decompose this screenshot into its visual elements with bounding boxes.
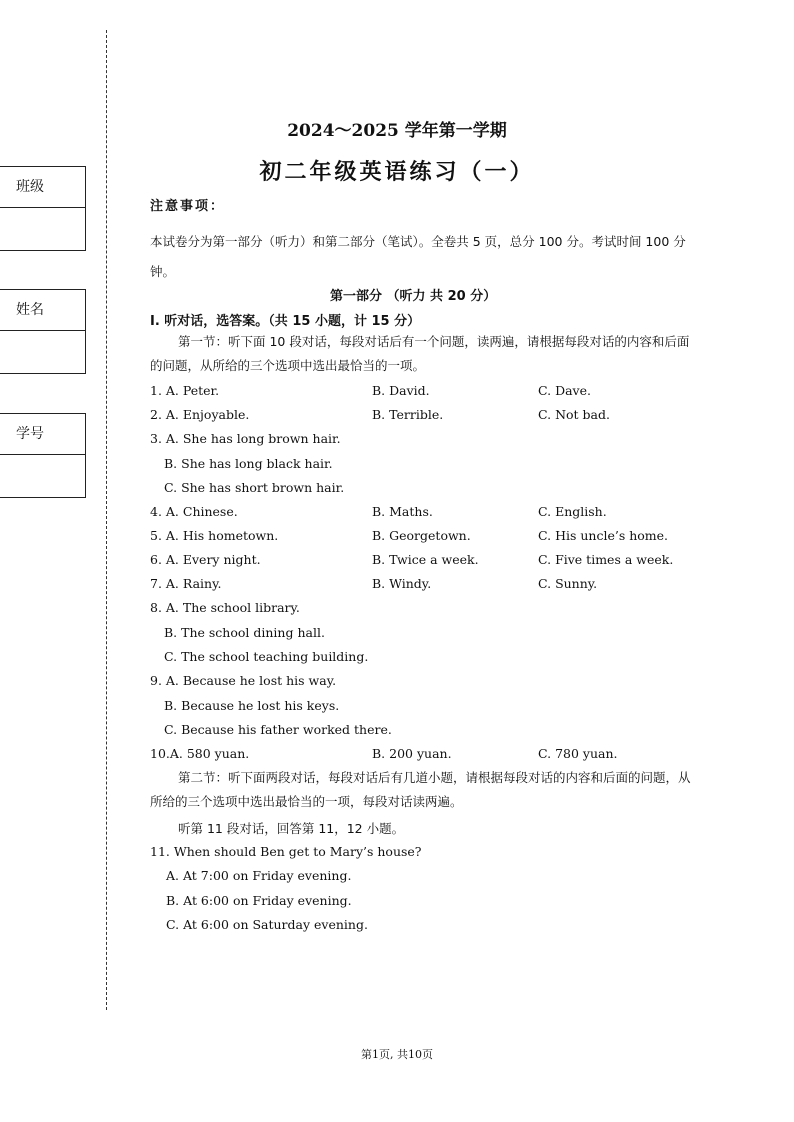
q1-option-c: C. Dave. <box>538 383 591 398</box>
q1-option-a: 1. A. Peter. <box>150 383 220 398</box>
q7-option-b: B. Windy. <box>372 576 432 591</box>
q6-option-c: C. Five times a week. <box>538 552 674 567</box>
q8-option-b: B. The school dining hall. <box>164 625 325 640</box>
q9-option-b: B. Because he lost his keys. <box>164 698 340 713</box>
student-id-field-label: 学号 <box>0 414 85 455</box>
class-field-blank[interactable] <box>0 208 85 250</box>
q7-option-c: C. Sunny. <box>538 576 598 591</box>
q1-option-b: B. David. <box>372 383 430 398</box>
q10-option-c: C. 780 yuan. <box>538 746 618 761</box>
section1-head: I. 听对话，选答案。（共 15 小题，计 15 分） <box>150 314 421 329</box>
section2-instructions: 第二节：听下面两段对话，每段对话后有几道小题，请根据每段对话的内容和后面的问题，从所给的三个选项中选出最恰当的一项，每段对话读两遍。 <box>150 770 691 809</box>
q2-option-c: C. Not bad. <box>538 407 610 422</box>
q8-option-a: 8. A. The school library. <box>150 600 300 615</box>
q5-option-c: C. His uncle’s home. <box>538 528 669 543</box>
q2-option-a: 2. A. Enjoyable. <box>150 407 250 422</box>
q11-option-c: C. At 6:00 on Saturday evening. <box>166 917 368 932</box>
q10-option-a: 10.A. 580 yuan. <box>150 746 250 761</box>
student-id-field-blank[interactable] <box>0 455 85 497</box>
name-field-blank[interactable] <box>0 331 85 373</box>
q11-stem: 11. When should Ben get to Mary’s house? <box>150 844 422 859</box>
class-field-label: 班级 <box>0 167 85 208</box>
notice-text: 本试卷分为第一部分（听力）和第二部分（笔试）。全卷共 5 页，总分 100 分。考试时间 100 分钟。 <box>150 234 686 279</box>
exam-title: 初二年级英语练习（一） <box>259 159 535 185</box>
q4-option-c: C. English. <box>538 504 607 519</box>
q4-option-a: 4. A. Chinese. <box>150 504 238 519</box>
part1-title: 第一部分 （听力 共 20 分） <box>330 289 497 304</box>
q7-option-a: 7. A. Rainy. <box>150 576 222 591</box>
page-footer: 第1页, 共10页 <box>361 1048 433 1061</box>
q11-option-b: B. At 6:00 on Friday evening. <box>166 893 352 908</box>
q6-option-b: B. Twice a week. <box>372 552 479 567</box>
notice-title: 注意事项： <box>150 199 226 214</box>
q8-option-c: C. The school teaching building. <box>164 649 369 664</box>
q3-option-a: 3. A. She has long brown hair. <box>150 431 341 446</box>
name-field-box <box>0 289 86 374</box>
student-id-field-box <box>0 413 86 498</box>
q9-option-a: 9. A. Because he lost his way. <box>150 673 337 688</box>
q3-option-b: B. She has long black hair. <box>164 456 333 471</box>
q6-option-a: 6. A. Every night. <box>150 552 261 567</box>
q11-option-a: A. At 7:00 on Friday evening. <box>166 868 352 883</box>
q9-option-c: C. Because his father worked there. <box>164 722 392 737</box>
q2-option-b: B. Terrible. <box>372 407 444 422</box>
q4-option-b: B. Maths. <box>372 504 433 519</box>
section1-instructions: 第一节：听下面 10 段对话，每段对话后有一个问题，读两遍，请根据每段对话的内容和后面的问题，从所给的三个选项中选出最恰当的一项。 <box>150 334 690 373</box>
q5-option-b: B. Georgetown. <box>372 528 471 543</box>
q5-option-a: 5. A. His hometown. <box>150 528 279 543</box>
dialog11-instruction: 听第 11 段对话，回答第 11，12 小题。 <box>178 821 405 836</box>
year-term-title: 2024～2025 学年第一学期 <box>287 121 507 141</box>
name-field-label: 姓名 <box>0 290 85 331</box>
q3-option-c: C. She has short brown hair. <box>164 480 345 495</box>
q10-option-b: B. 200 yuan. <box>372 746 452 761</box>
